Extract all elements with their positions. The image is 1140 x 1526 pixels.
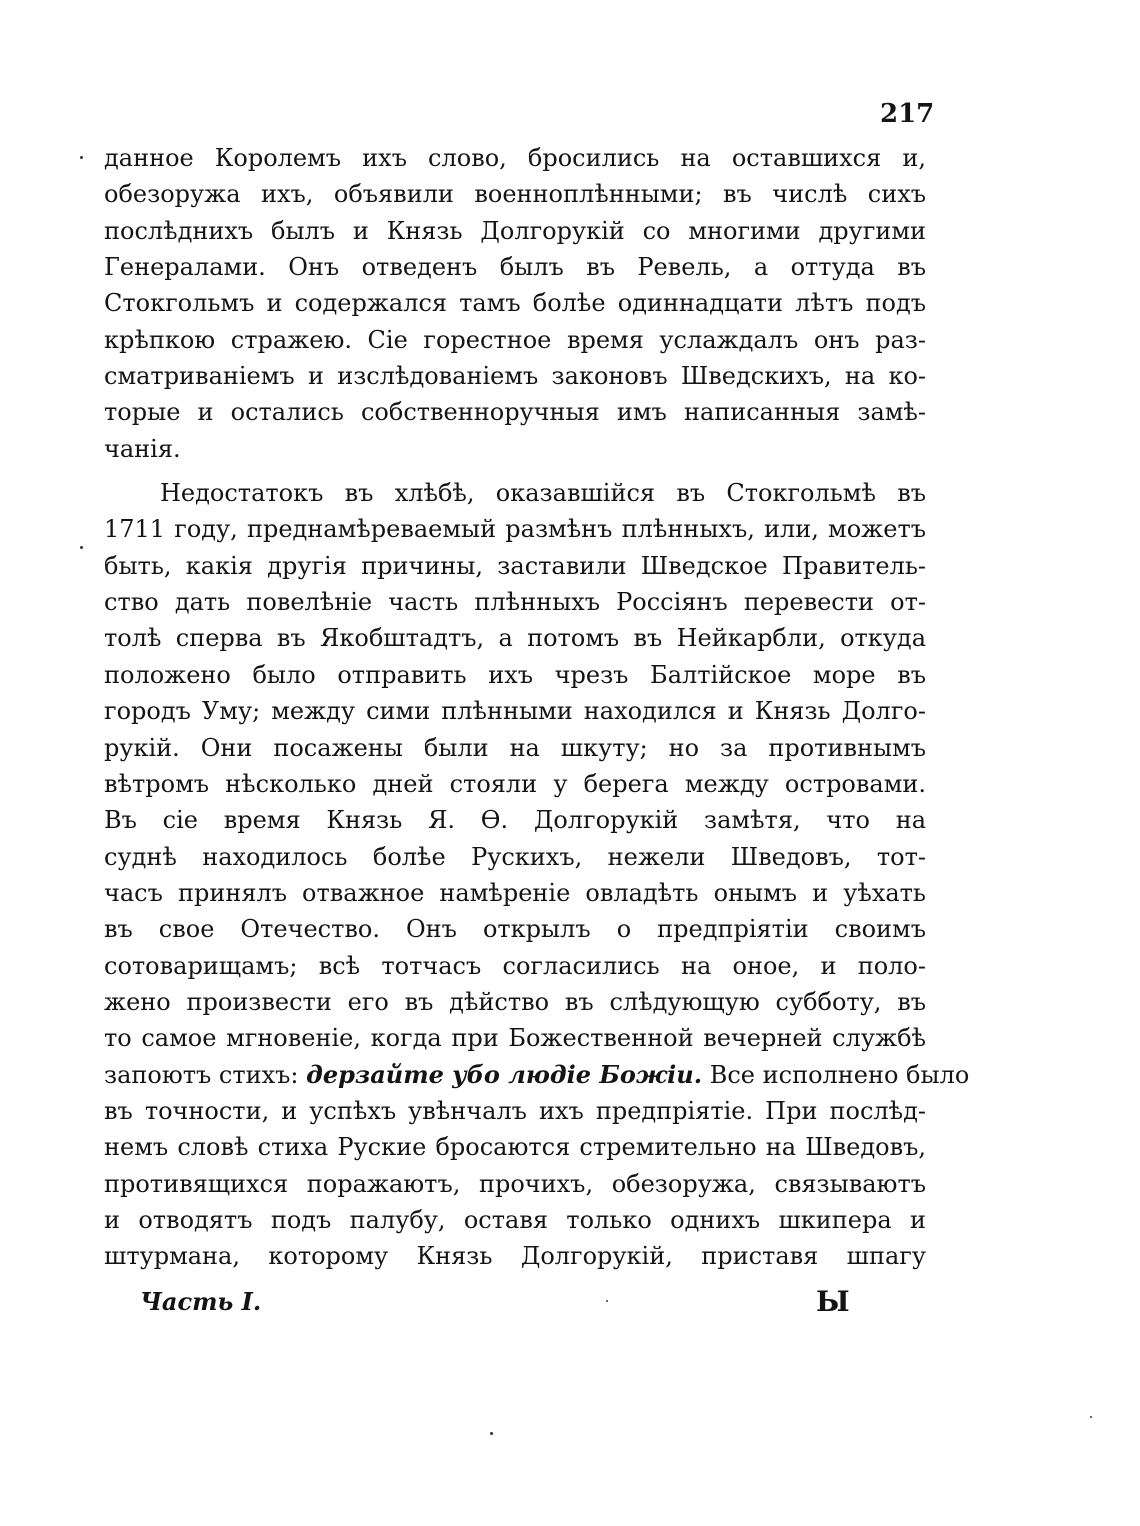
print-speck	[606, 1300, 608, 1302]
text-line: противящихся поражаютъ, прочихъ, обезоружа, связываютъ	[104, 1169, 926, 1198]
body-text	[104, 140, 970, 1275]
text-line: жено произвести его въ дѣйство въ слѣдующую субботу, въ	[104, 987, 926, 1016]
print-speck	[80, 546, 83, 549]
print-speck	[490, 1432, 493, 1435]
text-line: рукій. Они посажены были на шкуту; но за противнымъ	[104, 733, 926, 762]
text-line: немъ словѣ стиха Руские бросаются стремительно на Шведовъ,	[104, 1133, 926, 1162]
text-line: въ свое Отечество. Онъ открылъ о предпріятіи своимъ	[104, 915, 926, 944]
text-line: въ точности, и успѣхъ увѣнчалъ ихъ предпріятіе. При послѣд-	[104, 1096, 926, 1125]
part-label: Часть I.	[140, 1287, 262, 1316]
text-line: положено было отправить ихъ чрезъ Балтійское море въ	[104, 660, 926, 689]
text-line: и отводятъ подъ палубу, оставя только однихъ шкипера и	[104, 1205, 926, 1234]
signature-mark: Ы	[816, 1285, 850, 1318]
text-line-with-quote	[104, 1057, 970, 1093]
page-footer	[104, 1282, 926, 1322]
quote-tail: Все исполнено было	[702, 1060, 970, 1089]
print-speck	[80, 156, 83, 159]
text-line: послѣднихъ былъ и Князь Долгорукій со многими другими	[104, 216, 926, 245]
text-line: обезоружа ихъ, объявили военноплѣнными; въ числѣ сихъ	[104, 180, 926, 209]
text-line: торые и остались собственноручныя имъ написанныя замѣ-	[104, 398, 926, 427]
text-line: вѣтромъ нѣсколько дней стояли у берега между островами.	[104, 769, 926, 798]
text-line: данное Королемъ ихъ слово, бросились на оставшихся и,	[104, 144, 926, 172]
text-line: Генералами. Онъ отведенъ былъ въ Ревель, а оттуда въ	[104, 253, 926, 282]
text-line: крѣпкою стражею. Сіе горестное время услаждалъ онъ раз-	[104, 325, 926, 354]
text-line: сматриваніемъ и изслѣдованіемъ законовъ Шведскихъ, на ко-	[104, 362, 926, 391]
text-line: 1711 году, преднамѣреваемый размѣнъ плѣнныхъ, или, можетъ	[104, 515, 926, 544]
text-line: сотоварищамъ; всѣ тотчасъ согласились на оное, и поло-	[104, 951, 926, 980]
hymn-quote: дерзайте убо людіе Божіи.	[306, 1059, 703, 1089]
text-line: Недостатокъ въ хлѣбѣ, оказавшійся въ Стокгольмѣ въ	[160, 479, 926, 508]
text-line: городъ Уму; между сими плѣнными находился и Князь Долго-	[104, 697, 926, 726]
page-number: 217	[880, 99, 935, 129]
paragraph-2	[104, 475, 970, 1275]
print-speck	[1090, 1416, 1092, 1418]
text-line: Стокгольмъ и содержался тамъ болѣе одиннадцати лѣтъ подъ	[104, 289, 926, 318]
text-line: суднѣ находилось болѣе Рускихъ, нежели Шведовъ, тот-	[104, 842, 926, 871]
paragraph-1	[104, 140, 926, 467]
text-line: часъ принялъ отважное намѣреніе овладѣть онымъ и уѣхать	[104, 878, 926, 907]
text-line: быть, какія другія причины, заставили Шведское Правитель-	[104, 551, 926, 580]
text-line: Въ сіе время Князь Я. Ѳ. Долгорукій замѣтя, что на	[104, 806, 926, 835]
text-line: штурмана, которому Князь Долгорукій, приставя шпагу	[104, 1242, 926, 1271]
text-line: ство дать повелѣніе часть плѣнныхъ Россіянъ перевести от-	[104, 588, 926, 617]
quote-lead: запоютъ стихъ:	[104, 1060, 307, 1089]
text-line: чанія.	[104, 434, 181, 463]
text-line: толѣ сперва въ Якобштадтъ, а потомъ въ Нейкарбли, откуда	[104, 624, 926, 653]
text-line: то самое мгновеніе, когда при Божественной вечерней службѣ	[104, 1024, 926, 1053]
